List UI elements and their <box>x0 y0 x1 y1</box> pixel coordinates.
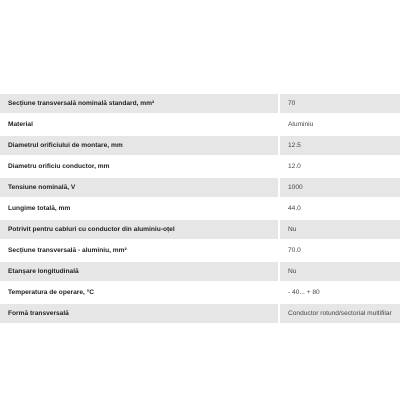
spec-row-mounting-hole <box>0 136 400 155</box>
spec-row-length <box>0 199 400 218</box>
spec-label: Diametrul orificiului de montare, mm <box>0 136 278 155</box>
spec-label: Diametru orificiu conductor, mm <box>0 157 278 176</box>
spec-label: Formă transversală <box>0 304 278 323</box>
spec-label: Tensiune nominală, V <box>0 178 278 197</box>
spec-row-acsr-suitable <box>0 220 400 239</box>
spec-value: 1000 <box>278 178 400 197</box>
spec-value: Nu <box>278 262 400 281</box>
spec-label: Secțiune transversală nominală standard, mm² <box>0 94 278 113</box>
spec-value: Conductor rotund/sectorial multifilar <box>278 304 400 323</box>
spec-value: 70.0 <box>278 241 400 260</box>
spec-label: Temperatura de operare, °C <box>0 283 278 302</box>
spec-row-conductor-hole <box>0 157 400 176</box>
spec-row-material <box>0 115 400 134</box>
spec-row-cross-section <box>0 94 400 113</box>
spec-value: Nu <box>278 220 400 239</box>
spec-value: - 40... + 80 <box>278 283 400 302</box>
spec-value: 12.5 <box>278 136 400 155</box>
spec-row-temperature <box>0 283 400 302</box>
spec-value: 12.0 <box>278 157 400 176</box>
spec-row-cross-shape <box>0 304 400 323</box>
spec-row-sealing <box>0 262 400 281</box>
spec-label: Lungime totală, mm <box>0 199 278 218</box>
spec-label: Potrivit pentru cabluri cu conductor din aluminiu-oțel <box>0 220 278 239</box>
spec-row-aluminium-section <box>0 241 400 260</box>
spec-label: Secțiune transversală - aluminiu, mm² <box>0 241 278 260</box>
spec-row-voltage <box>0 178 400 197</box>
spec-label: Material <box>0 115 278 134</box>
spec-value: Aluminiu <box>278 115 400 134</box>
spec-label: Etanșare longitudinală <box>0 262 278 281</box>
spec-value: 70 <box>278 94 400 113</box>
spec-value: 44.0 <box>278 199 400 218</box>
spec-table <box>0 94 400 325</box>
